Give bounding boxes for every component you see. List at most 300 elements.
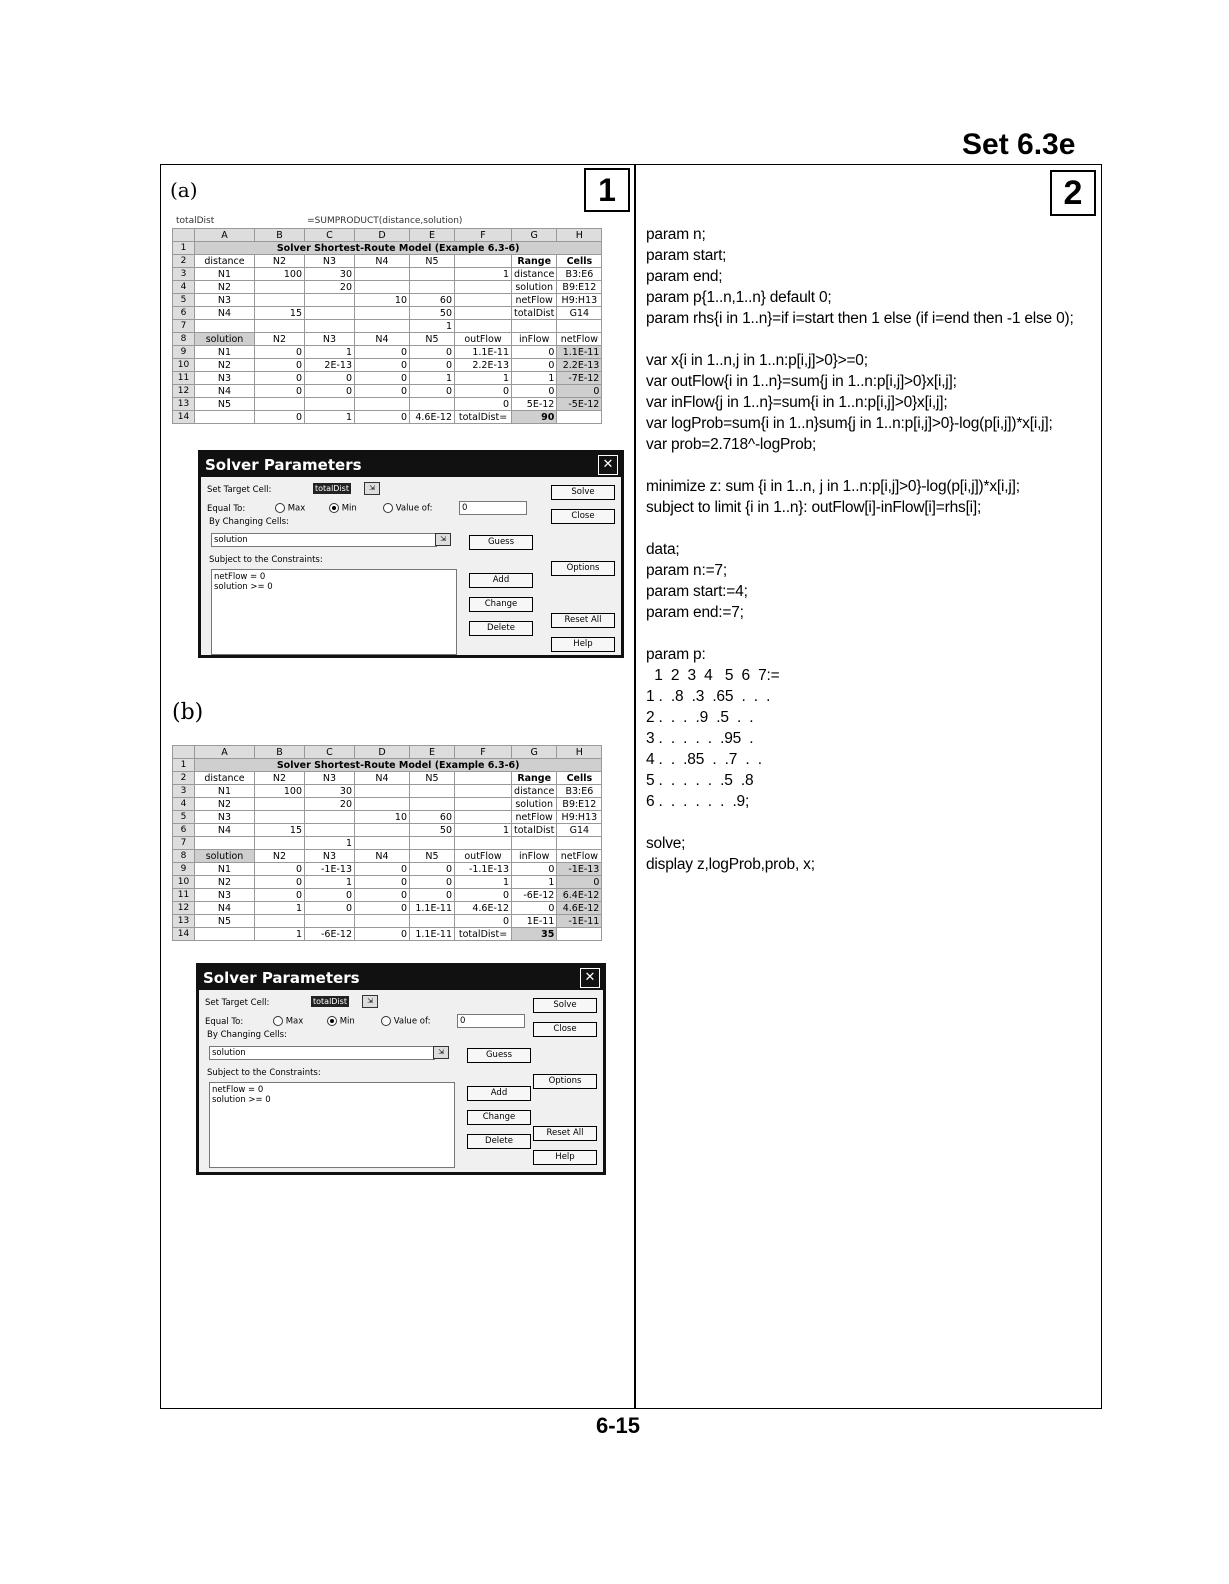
column-header[interactable]: E: [410, 229, 455, 242]
min-option[interactable]: Min: [327, 1016, 355, 1027]
cell[interactable]: 60: [410, 294, 455, 307]
cell[interactable]: [255, 798, 305, 811]
row-header[interactable]: 14: [173, 928, 195, 941]
cell[interactable]: 20: [305, 281, 355, 294]
cell[interactable]: [455, 307, 512, 320]
cell[interactable]: [512, 320, 557, 333]
cell[interactable]: 0: [355, 876, 410, 889]
cell[interactable]: N2: [255, 255, 305, 268]
solve-button[interactable]: Solve: [551, 485, 615, 500]
cell[interactable]: 1E-11: [512, 915, 557, 928]
cell[interactable]: 0: [255, 889, 305, 902]
cell[interactable]: 0: [512, 346, 557, 359]
radio-icon[interactable]: [275, 503, 285, 513]
cell[interactable]: 0: [512, 385, 557, 398]
cell[interactable]: 30: [305, 785, 355, 798]
cell[interactable]: N4: [355, 850, 410, 863]
row-header[interactable]: 5: [173, 294, 195, 307]
cell[interactable]: 0: [557, 385, 602, 398]
cell[interactable]: [355, 268, 410, 281]
cell[interactable]: 20: [305, 798, 355, 811]
cell[interactable]: 2.2E-13: [557, 359, 602, 372]
cell[interactable]: 2.2E-13: [455, 359, 512, 372]
row-header[interactable]: 6: [173, 824, 195, 837]
cell[interactable]: outFlow: [455, 850, 512, 863]
cell[interactable]: 50: [410, 824, 455, 837]
cell[interactable]: [455, 798, 512, 811]
cell[interactable]: 0: [355, 346, 410, 359]
cell[interactable]: [557, 411, 602, 424]
cell[interactable]: 0: [455, 385, 512, 398]
cell[interactable]: 0: [355, 889, 410, 902]
cell[interactable]: N5: [410, 772, 455, 785]
delete-button[interactable]: Delete: [467, 1134, 531, 1149]
cell[interactable]: 0: [255, 359, 305, 372]
cell[interactable]: 0: [455, 398, 512, 411]
cell[interactable]: [255, 398, 305, 411]
column-header[interactable]: D: [355, 229, 410, 242]
cell[interactable]: 0: [255, 346, 305, 359]
cell[interactable]: N4: [195, 824, 255, 837]
column-header[interactable]: G: [512, 746, 557, 759]
row-header[interactable]: 2: [173, 255, 195, 268]
cell[interactable]: 1: [410, 320, 455, 333]
cell[interactable]: 0: [355, 411, 410, 424]
constraint-item[interactable]: solution >= 0: [214, 582, 273, 592]
cell[interactable]: 0: [512, 863, 557, 876]
column-header[interactable]: B: [255, 229, 305, 242]
column-header[interactable]: C: [305, 746, 355, 759]
sheet-title-cell[interactable]: Solver Shortest-Route Model (Example 6.3-6): [195, 242, 602, 255]
cell[interactable]: Cells: [557, 772, 602, 785]
cell[interactable]: N2: [255, 772, 305, 785]
cell[interactable]: G14: [557, 824, 602, 837]
constraints-list[interactable]: [211, 569, 457, 655]
cell[interactable]: 6.4E-12: [557, 889, 602, 902]
cell[interactable]: 5E-12: [512, 398, 557, 411]
row-header[interactable]: 14: [173, 411, 195, 424]
cell[interactable]: 100: [255, 785, 305, 798]
cell[interactable]: 0: [305, 372, 355, 385]
cell[interactable]: 10: [355, 811, 410, 824]
cell[interactable]: [305, 915, 355, 928]
sheet-title-cell[interactable]: Solver Shortest-Route Model (Example 6.3-6): [195, 759, 602, 772]
column-header[interactable]: H: [557, 229, 602, 242]
cell[interactable]: 1: [255, 928, 305, 941]
cell[interactable]: 1: [305, 837, 355, 850]
cell[interactable]: [305, 811, 355, 824]
cell[interactable]: 0: [255, 411, 305, 424]
cell[interactable]: 0: [355, 863, 410, 876]
column-header[interactable]: E: [410, 746, 455, 759]
cell[interactable]: [557, 928, 602, 941]
cell[interactable]: -6E-12: [305, 928, 355, 941]
cell[interactable]: netFlow: [512, 811, 557, 824]
cell[interactable]: 0: [557, 876, 602, 889]
radio-selected-icon[interactable]: [327, 1016, 337, 1026]
cell[interactable]: [410, 798, 455, 811]
cell[interactable]: 1: [305, 346, 355, 359]
close-icon[interactable]: ✕: [598, 455, 618, 475]
row-header[interactable]: 3: [173, 268, 195, 281]
cell[interactable]: 0: [512, 902, 557, 915]
change-button[interactable]: Change: [469, 597, 533, 612]
cell[interactable]: 90: [512, 411, 557, 424]
row-header[interactable]: 11: [173, 889, 195, 902]
cell[interactable]: [512, 837, 557, 850]
row-header[interactable]: 3: [173, 785, 195, 798]
cell[interactable]: 35: [512, 928, 557, 941]
cell[interactable]: [557, 837, 602, 850]
help-button[interactable]: Help: [533, 1150, 597, 1165]
cell[interactable]: totalDist=: [455, 411, 512, 424]
cell[interactable]: 4.6E-12: [410, 411, 455, 424]
cell[interactable]: [455, 785, 512, 798]
cell[interactable]: [355, 398, 410, 411]
cell[interactable]: 0: [410, 359, 455, 372]
delete-button[interactable]: Delete: [469, 621, 533, 636]
change-button[interactable]: Change: [467, 1110, 531, 1125]
cell[interactable]: [255, 281, 305, 294]
cell[interactable]: 1.1E-11: [455, 346, 512, 359]
cell[interactable]: 0: [410, 385, 455, 398]
cell[interactable]: [410, 281, 455, 294]
cell[interactable]: [195, 411, 255, 424]
cell[interactable]: H9:H13: [557, 811, 602, 824]
cell[interactable]: Range: [512, 772, 557, 785]
cell[interactable]: 0: [355, 902, 410, 915]
cell[interactable]: totalDist: [512, 824, 557, 837]
reset-all-button[interactable]: Reset All: [551, 613, 615, 628]
cell[interactable]: [410, 837, 455, 850]
constraints-list[interactable]: [209, 1082, 455, 1168]
cell[interactable]: [355, 281, 410, 294]
cell[interactable]: [305, 824, 355, 837]
constraint-item[interactable]: solution >= 0: [212, 1095, 271, 1105]
cell[interactable]: 0: [512, 359, 557, 372]
cell[interactable]: 30: [305, 268, 355, 281]
guess-button[interactable]: Guess: [467, 1048, 531, 1063]
column-header[interactable]: G: [512, 229, 557, 242]
cell[interactable]: 0: [305, 889, 355, 902]
row-header[interactable]: 4: [173, 798, 195, 811]
cell[interactable]: N3: [305, 772, 355, 785]
cell[interactable]: [455, 811, 512, 824]
cell[interactable]: Cells: [557, 255, 602, 268]
column-header[interactable]: F: [455, 229, 512, 242]
cell[interactable]: -1E-13: [557, 863, 602, 876]
cell[interactable]: [195, 837, 255, 850]
cell[interactable]: N5: [195, 915, 255, 928]
cell[interactable]: 15: [255, 307, 305, 320]
cell[interactable]: [195, 320, 255, 333]
column-header[interactable]: D: [355, 746, 410, 759]
cell[interactable]: N4: [355, 255, 410, 268]
cell[interactable]: 1: [305, 876, 355, 889]
cell[interactable]: [410, 915, 455, 928]
options-button[interactable]: Options: [551, 561, 615, 576]
row-header[interactable]: 12: [173, 902, 195, 915]
changing-cells-input[interactable]: solution: [209, 1046, 435, 1060]
cell[interactable]: [355, 307, 410, 320]
row-header[interactable]: 7: [173, 320, 195, 333]
range-picker-icon[interactable]: ⇲: [435, 533, 451, 546]
cell[interactable]: totalDist=: [455, 928, 512, 941]
cell[interactable]: N3: [195, 889, 255, 902]
cell[interactable]: distance: [195, 255, 255, 268]
cell[interactable]: [410, 398, 455, 411]
cell[interactable]: 2E-13: [305, 359, 355, 372]
value-of-option[interactable]: Value of:: [381, 1016, 431, 1027]
cell[interactable]: 0: [255, 876, 305, 889]
cell[interactable]: N2: [195, 876, 255, 889]
range-picker-icon[interactable]: ⇲: [433, 1046, 449, 1059]
cell[interactable]: [305, 398, 355, 411]
column-header[interactable]: A: [195, 229, 255, 242]
cell[interactable]: 0: [355, 385, 410, 398]
value-of-input[interactable]: 0: [459, 501, 527, 515]
cell[interactable]: [355, 837, 410, 850]
cell[interactable]: [455, 294, 512, 307]
cell[interactable]: [455, 281, 512, 294]
cell[interactable]: [255, 320, 305, 333]
value-of-option[interactable]: Value of:: [383, 503, 433, 514]
cell[interactable]: 1: [512, 372, 557, 385]
cell[interactable]: -7E-12: [557, 372, 602, 385]
cell[interactable]: 0: [455, 889, 512, 902]
cell[interactable]: 0: [355, 359, 410, 372]
cell[interactable]: N1: [195, 346, 255, 359]
cell[interactable]: N4: [355, 333, 410, 346]
cell[interactable]: -5E-12: [557, 398, 602, 411]
value-of-input[interactable]: 0: [457, 1014, 525, 1028]
row-header[interactable]: 1: [173, 242, 195, 255]
solve-button[interactable]: Solve: [533, 998, 597, 1013]
cell[interactable]: distance: [512, 785, 557, 798]
cell[interactable]: 4.6E-12: [557, 902, 602, 915]
cell[interactable]: 0: [410, 889, 455, 902]
cell[interactable]: G14: [557, 307, 602, 320]
max-option[interactable]: Max: [275, 503, 305, 514]
cell[interactable]: 1: [512, 876, 557, 889]
cell[interactable]: N3: [195, 372, 255, 385]
add-button[interactable]: Add: [469, 573, 533, 588]
cell[interactable]: [305, 294, 355, 307]
row-header[interactable]: 13: [173, 398, 195, 411]
row-header[interactable]: 10: [173, 359, 195, 372]
cell[interactable]: 0: [455, 915, 512, 928]
cell[interactable]: 1.1E-11: [410, 902, 455, 915]
close-button[interactable]: Close: [533, 1022, 597, 1037]
cell[interactable]: [355, 320, 410, 333]
cell[interactable]: N4: [195, 902, 255, 915]
cell[interactable]: N4: [195, 385, 255, 398]
cell[interactable]: 1.1E-11: [410, 928, 455, 941]
cell[interactable]: [410, 268, 455, 281]
row-header[interactable]: 9: [173, 863, 195, 876]
cell[interactable]: N3: [305, 255, 355, 268]
min-option[interactable]: Min: [329, 503, 357, 514]
radio-icon[interactable]: [383, 503, 393, 513]
cell[interactable]: 0: [255, 385, 305, 398]
cell[interactable]: [557, 320, 602, 333]
cell[interactable]: H9:H13: [557, 294, 602, 307]
row-header[interactable]: 9: [173, 346, 195, 359]
add-button[interactable]: Add: [467, 1086, 531, 1101]
cell[interactable]: [355, 824, 410, 837]
radio-selected-icon[interactable]: [329, 503, 339, 513]
cell[interactable]: 1: [455, 372, 512, 385]
row-header[interactable]: 12: [173, 385, 195, 398]
cell[interactable]: [255, 837, 305, 850]
cell[interactable]: N4: [195, 307, 255, 320]
cell[interactable]: B3:E6: [557, 785, 602, 798]
cell[interactable]: solution: [512, 281, 557, 294]
cell[interactable]: solution: [195, 850, 255, 863]
cell[interactable]: N3: [305, 850, 355, 863]
cell[interactable]: inFlow: [512, 333, 557, 346]
column-header[interactable]: H: [557, 746, 602, 759]
cell[interactable]: [355, 785, 410, 798]
cell[interactable]: N2: [255, 333, 305, 346]
close-button[interactable]: Close: [551, 509, 615, 524]
help-button[interactable]: Help: [551, 637, 615, 652]
cell[interactable]: [455, 837, 512, 850]
cell[interactable]: [355, 798, 410, 811]
cell[interactable]: totalDist: [512, 307, 557, 320]
cell[interactable]: -6E-12: [512, 889, 557, 902]
cell[interactable]: 10: [355, 294, 410, 307]
cell[interactable]: 15: [255, 824, 305, 837]
cell[interactable]: solution: [195, 333, 255, 346]
cell[interactable]: N2: [195, 798, 255, 811]
cell[interactable]: [355, 915, 410, 928]
constraint-item[interactable]: netFlow = 0: [212, 1085, 264, 1095]
cell[interactable]: netFlow: [557, 333, 602, 346]
cell[interactable]: [255, 294, 305, 307]
cell[interactable]: 100: [255, 268, 305, 281]
cell[interactable]: B9:E12: [557, 798, 602, 811]
cell[interactable]: [305, 307, 355, 320]
cell[interactable]: N5: [410, 850, 455, 863]
cell[interactable]: N1: [195, 863, 255, 876]
cell[interactable]: 50: [410, 307, 455, 320]
cell[interactable]: 60: [410, 811, 455, 824]
row-header[interactable]: 8: [173, 850, 195, 863]
cell[interactable]: B9:E12: [557, 281, 602, 294]
range-picker-icon[interactable]: ⇲: [364, 482, 380, 495]
cell[interactable]: N5: [410, 255, 455, 268]
cell[interactable]: [410, 785, 455, 798]
cell[interactable]: N2: [195, 359, 255, 372]
options-button[interactable]: Options: [533, 1074, 597, 1089]
column-header[interactable]: A: [195, 746, 255, 759]
cell[interactable]: [195, 928, 255, 941]
row-header[interactable]: 2: [173, 772, 195, 785]
radio-icon[interactable]: [273, 1016, 283, 1026]
cell[interactable]: N3: [195, 294, 255, 307]
cell[interactable]: 1: [305, 411, 355, 424]
cell[interactable]: B3:E6: [557, 268, 602, 281]
cell[interactable]: 1: [455, 824, 512, 837]
row-header[interactable]: 1: [173, 759, 195, 772]
cell[interactable]: N5: [195, 398, 255, 411]
cell[interactable]: inFlow: [512, 850, 557, 863]
cell[interactable]: N4: [355, 772, 410, 785]
changing-cells-input[interactable]: solution: [211, 533, 437, 547]
cell[interactable]: N3: [195, 811, 255, 824]
cell[interactable]: [305, 320, 355, 333]
guess-button[interactable]: Guess: [469, 535, 533, 550]
cell[interactable]: netFlow: [512, 294, 557, 307]
cell[interactable]: 0: [410, 863, 455, 876]
row-header[interactable]: 11: [173, 372, 195, 385]
target-cell-input[interactable]: totalDist: [313, 997, 347, 1006]
cell[interactable]: 0: [255, 372, 305, 385]
cell[interactable]: 4.6E-12: [455, 902, 512, 915]
cell[interactable]: 1: [410, 372, 455, 385]
row-header[interactable]: 7: [173, 837, 195, 850]
cell[interactable]: [255, 915, 305, 928]
row-header[interactable]: 4: [173, 281, 195, 294]
cell[interactable]: 1: [455, 268, 512, 281]
cell[interactable]: [255, 811, 305, 824]
cell[interactable]: [455, 772, 512, 785]
cell[interactable]: N3: [305, 333, 355, 346]
cell[interactable]: solution: [512, 798, 557, 811]
cell[interactable]: N5: [410, 333, 455, 346]
cell[interactable]: N2: [195, 281, 255, 294]
cell[interactable]: distance: [195, 772, 255, 785]
cell[interactable]: netFlow: [557, 850, 602, 863]
cell[interactable]: 0: [355, 372, 410, 385]
row-header[interactable]: 13: [173, 915, 195, 928]
row-header[interactable]: 5: [173, 811, 195, 824]
target-cell-input[interactable]: totalDist: [315, 484, 349, 493]
cell[interactable]: distance: [512, 268, 557, 281]
radio-icon[interactable]: [381, 1016, 391, 1026]
constraint-item[interactable]: netFlow = 0: [214, 572, 266, 582]
cell[interactable]: -1E-13: [305, 863, 355, 876]
cell[interactable]: N1: [195, 268, 255, 281]
cell[interactable]: [455, 320, 512, 333]
cell[interactable]: [455, 255, 512, 268]
cell[interactable]: outFlow: [455, 333, 512, 346]
cell[interactable]: 0: [255, 863, 305, 876]
cell[interactable]: N2: [255, 850, 305, 863]
cell[interactable]: 1.1E-11: [557, 346, 602, 359]
column-header[interactable]: C: [305, 229, 355, 242]
cell[interactable]: N1: [195, 785, 255, 798]
close-icon[interactable]: ✕: [580, 968, 600, 988]
cell[interactable]: 0: [305, 385, 355, 398]
cell[interactable]: 0: [410, 346, 455, 359]
cell[interactable]: -1.1E-13: [455, 863, 512, 876]
row-header[interactable]: 10: [173, 876, 195, 889]
row-header[interactable]: 8: [173, 333, 195, 346]
range-picker-icon[interactable]: ⇲: [362, 995, 378, 1008]
max-option[interactable]: Max: [273, 1016, 303, 1027]
cell[interactable]: -1E-11: [557, 915, 602, 928]
row-header[interactable]: 6: [173, 307, 195, 320]
cell[interactable]: 0: [410, 876, 455, 889]
reset-all-button[interactable]: Reset All: [533, 1126, 597, 1141]
cell[interactable]: 0: [305, 902, 355, 915]
column-header[interactable]: F: [455, 746, 512, 759]
cell[interactable]: 1: [255, 902, 305, 915]
cell[interactable]: 0: [355, 928, 410, 941]
cell[interactable]: Range: [512, 255, 557, 268]
